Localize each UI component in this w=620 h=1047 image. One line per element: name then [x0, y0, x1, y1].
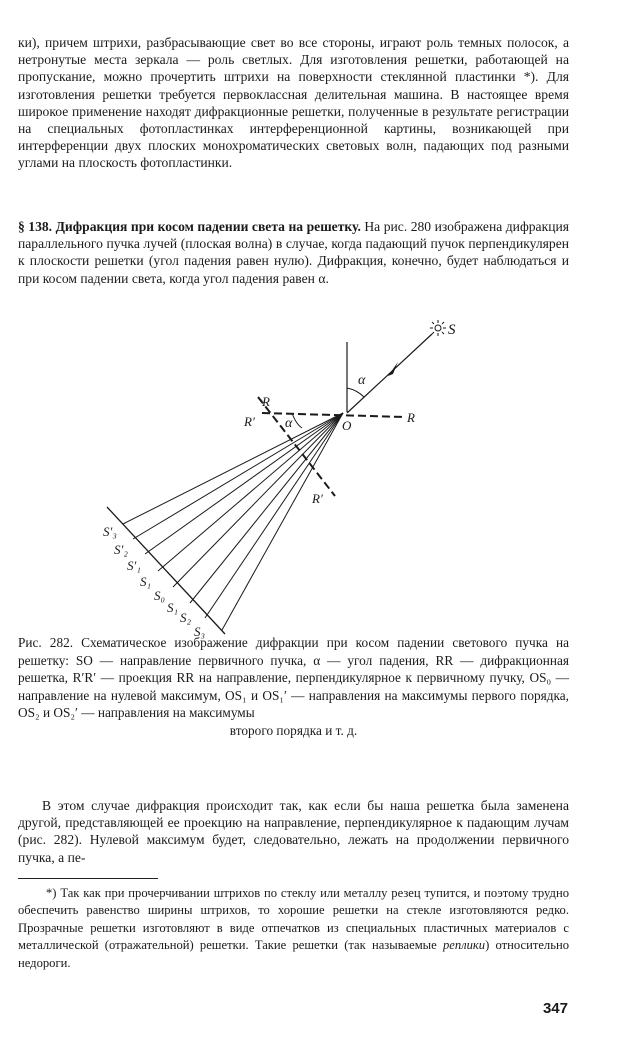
label-s0: S₀: [154, 588, 166, 603]
angle-arc-left: [292, 413, 302, 428]
label-alpha-top: α: [358, 373, 366, 388]
screen-line: [107, 507, 225, 634]
section-body: На рис. 280 изображена дифракция параллельного пучка лучей (плоская волна) в случае, когда падающий пучок перпендикулярен к плоскости решетки (угол падения равен нулю). Дифракция, конечно, будет наблюдаться и при косом падении света, когда угол падения равен α.: [18, 219, 570, 286]
paragraph-continuation: В этом случае дифракция происходит так, как если бы наша решетка была заменена другой, представляющей ее проекцию на направление, перпендикулярное к падающим лучам (рис. 282). Нулевой максимум будет, следовательно, лежать на продолжении первичного пучка, а пе-: [18, 798, 569, 865]
caption-main: Рис. 282. Схематическое изображение дифракции при косом падении светового пучка на решетку: SO — направление первичного пучка, α — угол падения, RR — дифракционная решетка, R′R′ — проекция RR на направление, перпендикулярное к первичному пучку, OS₀ — направление на нулевой максимум, OS₁ и OS₁′ — направления на максимумы первого порядка, OS₂ и OS₂′ — направления на максимумы: [18, 635, 569, 721]
label-o: O: [342, 418, 352, 433]
grating-rr: [262, 413, 405, 417]
label-r-left: R: [262, 394, 270, 409]
footnote-italic: реплики: [442, 938, 486, 953]
paragraph-section-138: [18, 218, 569, 287]
diffraction-figure: [0, 300, 620, 640]
label-s1b: S₁: [167, 600, 179, 615]
footnote-rule: [18, 878, 158, 879]
section-heading: § 138. Дифракция при косом падении света на решетку.: [18, 219, 361, 234]
label-s2: S₂: [180, 610, 192, 625]
label-s: S: [448, 322, 456, 338]
sun-icon: [430, 320, 446, 336]
figure-caption: [18, 634, 569, 740]
page-number: 347: [542, 1000, 568, 1017]
footnote: [18, 885, 569, 972]
footnote-text-2: ) относительно недороги.: [18, 938, 569, 970]
label-alpha-left: α: [285, 416, 293, 431]
label-rp-left: R′: [244, 414, 255, 429]
label-r-right: R: [407, 410, 415, 425]
label-s3p: S′₃: [103, 524, 117, 539]
paragraph-intro: ки), причем штрихи, разбрасывающие свет во все стороны, играют роль темных полосок, а нетронутые места зеркала — роль светлых. Для изготовления решетки, работающей на пропускание, можно прочертить штрихи на поверхности стеклянной пластинки *). Для изготовления решетки требуется первоклассная делительная машина. В настоящее время широкое применение находят дифракционные решетки, полученные в результате регистрации на специальных фотопластинках интерференционной картины, возникающей при интерференции двух плоских монохроматических световых волн, падающих под разными углами на плоскость фотопластинки.: [18, 35, 569, 171]
label-rp-bottom: R′: [312, 491, 323, 506]
label-s1p: S′₁: [127, 558, 141, 573]
label-s1: S₁: [140, 574, 152, 589]
caption-last-line: второго порядка и т. д.: [229, 722, 358, 738]
angle-arc-top: [347, 388, 364, 397]
footnote-text-1: *) Так как при прочерчивании штрихов по стеклу или металлу резец тупится, и поэтому трудно обеспечить равенство ширины штрихов, то хорошие решетки на стекле изготовляются редко. Прозрачные решетки изготовляют в виде отпечатков из специальных пластичных материалов с металлической (отражательной) решетки. Такие решетки (так называемые: [18, 886, 569, 953]
label-s3: S₃: [194, 624, 206, 639]
label-s2p: S′₂: [114, 542, 128, 557]
